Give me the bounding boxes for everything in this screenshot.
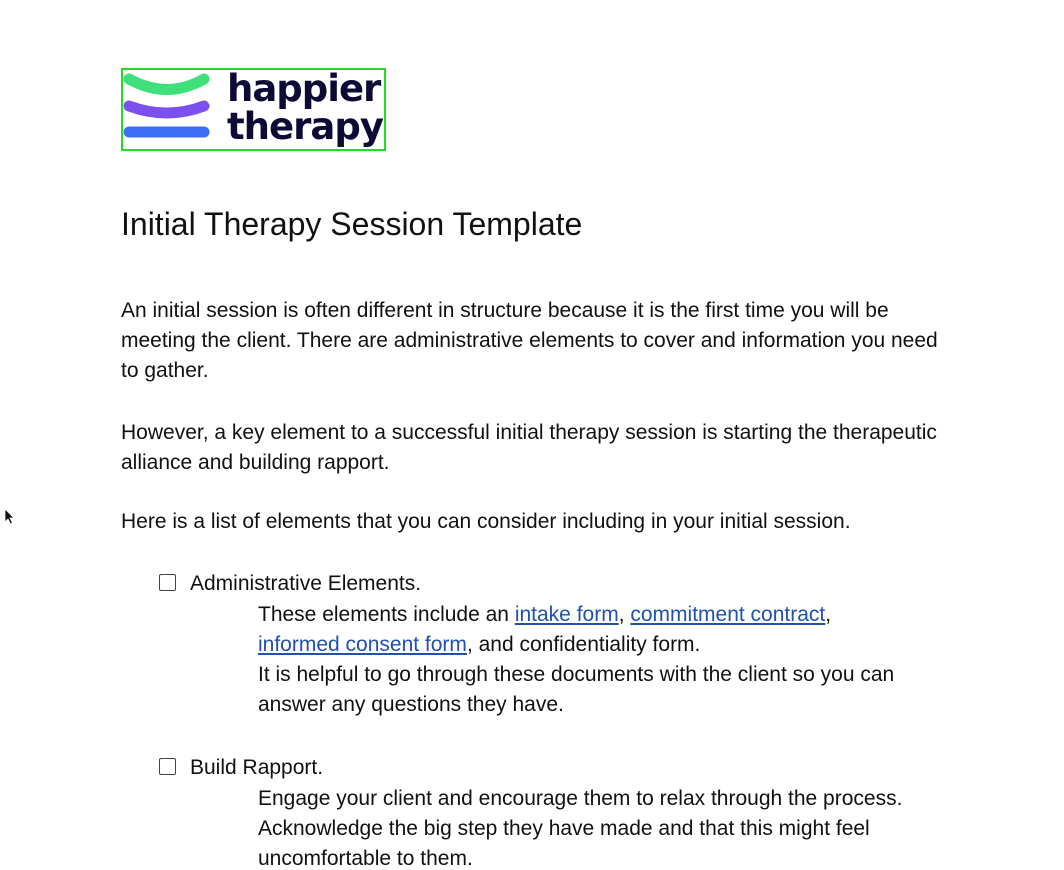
body-text: It is helpful to go through these documents with the client so you can answer any questions they have. (258, 663, 895, 716)
checkbox[interactable] (159, 574, 176, 591)
logo-waves-icon (123, 70, 223, 149)
logo-line-2: therapy (227, 105, 383, 148)
checkbox[interactable] (159, 758, 176, 775)
intake-form-link[interactable]: intake form (514, 603, 619, 626)
body-text: , and confidentiality form. (466, 633, 701, 656)
logo-wordmark (227, 67, 383, 148)
happier-therapy-logo (121, 68, 386, 151)
checklist-item-heading: Administrative Elements. (190, 572, 422, 595)
page-title: Initial Therapy Session Template (121, 206, 583, 242)
logo-line-1: happier (227, 67, 381, 110)
separator: , (618, 603, 631, 626)
checklist-item-heading: Build Rapport. (190, 756, 324, 779)
body-text: These elements include an (258, 603, 515, 626)
separator: , (825, 603, 832, 626)
commitment-contract-link[interactable]: commitment contract (630, 603, 826, 626)
checklist-item-body (258, 600, 918, 720)
intro-paragraph: An initial session is often different in structure because it is the first time you will be meeting the client. There are administrative elements to cover and information you need to gather. (121, 299, 938, 382)
mouse-pointer-icon (4, 508, 16, 526)
checklist-item-body: Engage your client and encourage them to relax through the process. Acknowledge the big step they have made and that this might feel uncomfortable to them. (258, 787, 903, 870)
list-intro-paragraph: Here is a list of elements that you can consider including in your initial session. (121, 510, 851, 533)
informed-consent-form-link[interactable]: informed consent form (258, 633, 467, 656)
rapport-paragraph: However, a key element to a successful initial therapy session is starting the therapeutic alliance and building rapport. (121, 421, 937, 474)
